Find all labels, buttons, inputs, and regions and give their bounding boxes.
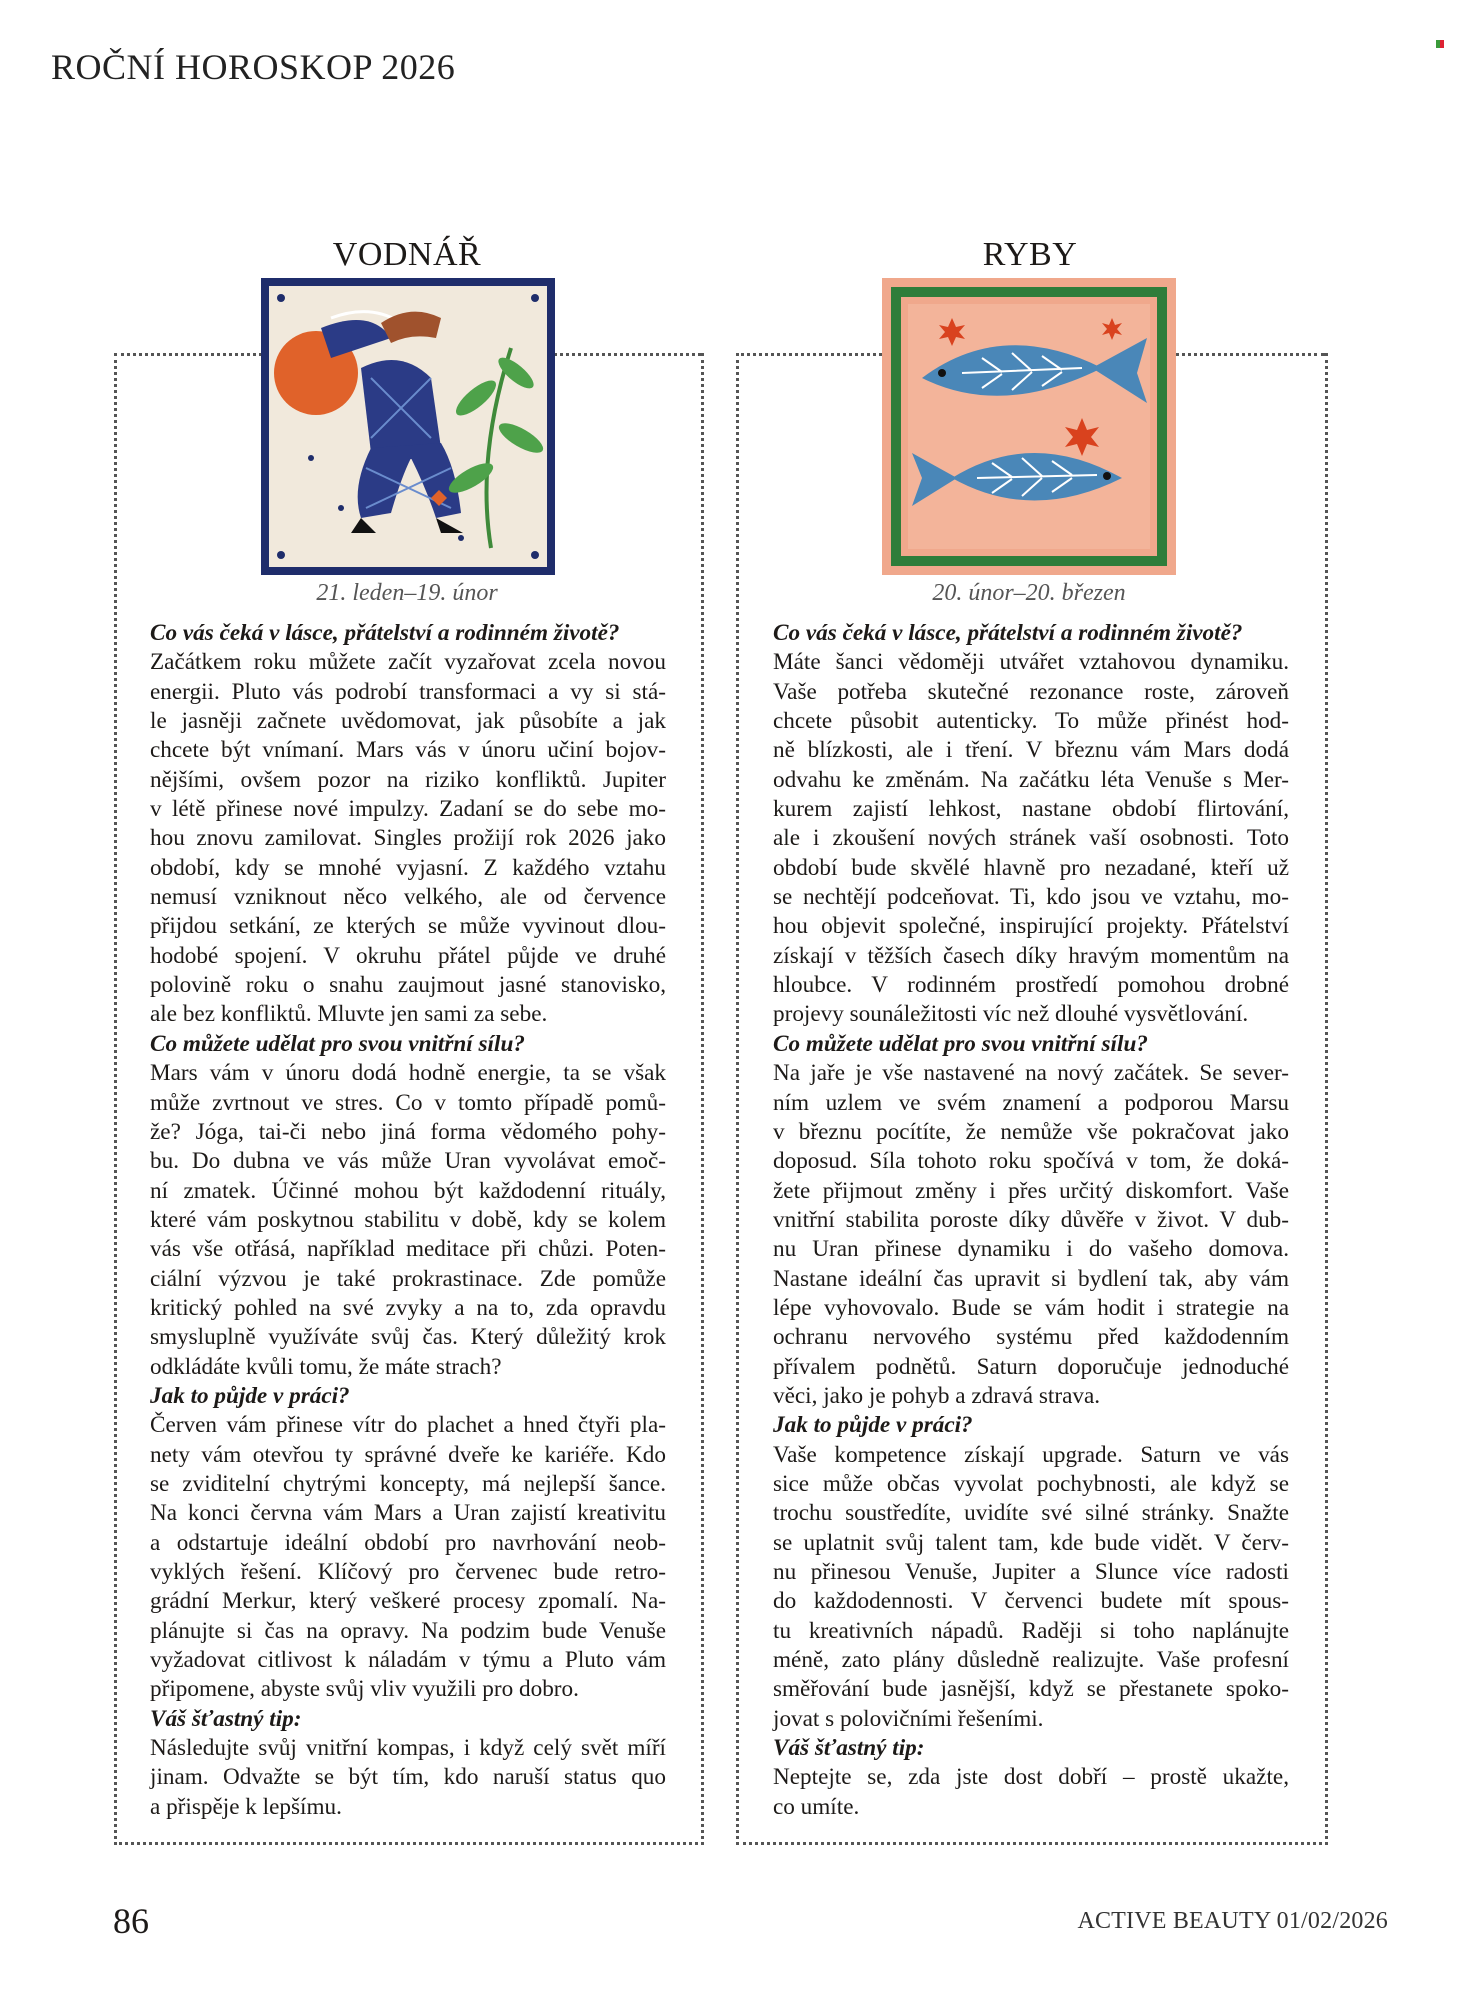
text-line: ale bez konfliktů. Mluvte jen sami za sebe. (150, 1001, 548, 1028)
text-line: směřování bude jasnější, když se přestanete spoko- (773, 1676, 1289, 1703)
text-line: sice může občas vyvolat pochybnosti, ale když se (773, 1470, 1289, 1497)
text-line: Na jaře je vše nastavené na nový začátek. Se sever- (773, 1060, 1289, 1087)
section-heading: Váš šťastný tip: (150, 1705, 302, 1732)
aquarius-illustration (261, 278, 555, 575)
text-line: ale i zkoušení nových stránek vaší osobnosti. Toto (773, 825, 1289, 852)
text-line: období, kdy se mnohé vyjasní. Z každého vztahu (150, 854, 666, 881)
text-line: přijdou setkání, ze kterých se může vyvinout dlou- (150, 913, 666, 940)
section-heading: Váš šťastný tip: (773, 1735, 925, 1762)
color-mark (1436, 40, 1444, 48)
text-line: ním uzlem ve svém znamení a podporou Marsu (773, 1089, 1289, 1116)
text-line: připomene, abyste svůj vliv využili pro dobro. (150, 1676, 579, 1703)
text-line: chcete být vnímaní. Mars vás v únoru učiní bojov- (150, 737, 666, 764)
text-line: hou znovu zamilovat. Singles prožijí rok 2026 jako (150, 825, 666, 852)
text-line: projevy sounáležitosti víc než dlouhé vysvětlování. (773, 1001, 1249, 1028)
magazine-issue: ACTIVE BEAUTY 01/02/2026 (1077, 1908, 1388, 1934)
text-line: vyklých řešení. Klíčový pro červenec bude retro- (150, 1559, 666, 1585)
text-line: jinam. Odvažte se být tím, kdo naruší status quo (150, 1764, 666, 1791)
text-line: lépe vyhovovalo. Bude se vám hodit i strategie na (773, 1294, 1289, 1321)
text-line: tu kreativních nápadů. Raději si toho naplánujte (773, 1617, 1289, 1644)
text-line: že? Jóga, tai-či nebo jiná forma vědomého pohy- (150, 1118, 666, 1145)
text-line: které vám poskytnou stabilitu v době, kdy se kolem (150, 1206, 666, 1233)
text-line: le jasněji začnete uvědomovat, jak působíte a jak (150, 708, 666, 735)
text-line: a přispěje k lepšímu. (150, 1793, 342, 1820)
text-line: ciální výzvou je také prokrastinace. Zde pomůže (150, 1265, 666, 1292)
text-line: Na konci června vám Mars a Uran zajistí kreativitu (150, 1500, 666, 1527)
sign-title-pisces: RYBY (982, 236, 1078, 273)
text-line: hloubce. V rodinném prostředí pomohou drobné (773, 972, 1289, 999)
text-line: nu přinesou Venuše, Jupiter a Slunce více radosti (773, 1559, 1289, 1585)
section-heading: Co vás čeká v lásce, přátelství a rodinném životě? (773, 620, 1243, 646)
text-line: kurem zajistí lehkost, nastane období flirtování, (773, 796, 1289, 823)
text-line: energii. Pluto vás podrobí transformaci a vy si stá- (150, 678, 666, 705)
text-line: se uplatnit svůj talent tam, kde bude vidět. V červ- (773, 1529, 1289, 1556)
divider (736, 353, 882, 356)
sign-title-aquarius: VODNÁŘ (332, 236, 482, 273)
text-line: polovině roku o snahu zaujmout jasné stanovisko, (150, 972, 666, 999)
text-line: hodobé spojení. V okruhu přátel půjde ve druhé (150, 942, 666, 969)
text-line: nu Uran přinese dynamiku i do vašeho domova. (773, 1236, 1289, 1263)
text-line: co umíte. (773, 1793, 860, 1820)
date-range-pisces: 20. únor–20. březen (932, 580, 1126, 606)
text-line: Vaše kompetence získají upgrade. Saturn ve vás (773, 1441, 1289, 1468)
text-line: získají v těžších časech díky hravým momentům na (773, 942, 1289, 969)
section-heading: Co vás čeká v lásce, přátelství a rodinném životě? (150, 620, 620, 646)
text-line: vás vše otřásá, například meditace při chůzi. Poten- (150, 1236, 666, 1263)
text-line: smysluplně využíváte svůj čas. Který důležitý krok (150, 1324, 666, 1351)
text-line: Neptejte se, zda jste dost dobří – prostě ukažte, (773, 1764, 1289, 1791)
text-line: v březnu pocítíte, že nemůže vše pokračovat jako (773, 1118, 1289, 1145)
text-line: žete přijmout změny i přes určitý diskomfort. Vaše (773, 1177, 1289, 1204)
divider (1175, 353, 1325, 356)
text-line: nemusí vzniknout něco velkého, ale od července (150, 884, 666, 911)
text-line: nety vám otevřou ty správné dveře ke kariéře. Kdo (150, 1441, 666, 1468)
text-line: hou objevit společné, inspirující projekty. Přátelství (773, 913, 1289, 940)
text-line: Vaše potřeba skutečné rezonance roste, zároveň (773, 678, 1289, 705)
page-number: 86 (113, 1901, 149, 1941)
text-line: Červen vám přinese vítr do plachet a hned čtyři pla- (150, 1412, 666, 1439)
text-line: Následujte svůj vnitřní kompas, i když celý svět míří (150, 1735, 666, 1762)
text-line: trochu soustředíte, uvidíte své silné stránky. Snažte (773, 1500, 1289, 1527)
text-line: se nechtějí podceňovat. Ti, kdo jsou ve vztahu, mo- (773, 884, 1289, 911)
text-line: se zviditelní chytrými koncepty, má nejlepší šance. (150, 1470, 666, 1497)
text-line: kritický pohled na své zvyky a na to, zda opravdu (150, 1294, 666, 1321)
text-line: méně, zato plány důsledně realizujte. Vaše profesní (773, 1647, 1289, 1674)
text-line: může zvrtnout ve stres. Co v tomto případě pomů- (150, 1089, 666, 1116)
text-line: vyžadovat citlivost k náladám v týmu a Pluto vám (150, 1647, 666, 1674)
pisces-illustration (882, 278, 1176, 575)
text-line: chcete působit autenticky. To může přinést hod- (773, 708, 1289, 735)
pisces-text (773, 619, 1289, 1822)
text-line: věci, jako je pohyb a zdravá strava. (773, 1382, 1101, 1409)
text-line: Nastane ideální čas upravit si bydlení tak, aby vám (773, 1265, 1289, 1292)
text-line: do každodennosti. V červenci budete mít spous- (773, 1588, 1289, 1615)
text-line: grádní Merkur, který veškeré procesy zpomalí. Na- (150, 1588, 666, 1615)
section-heading: Jak to půjde v práci? (150, 1382, 350, 1409)
text-line: odvahu ke změnám. Na začátku léta Venuše s Mer- (773, 766, 1289, 793)
date-range-aquarius: 21. leden–19. únor (316, 580, 498, 606)
text-line: Máte šanci vědoměji utvářet vztahovou dynamiku. (773, 649, 1289, 676)
text-line: vnitřní stabilita poroste díky důvěře v život. V dub- (773, 1206, 1289, 1233)
divider (114, 353, 262, 356)
text-line: Mars vám v únoru dodá hodně energie, ta se však (150, 1060, 666, 1087)
text-line: odkládáte kvůli tomu, že máte strach? (150, 1353, 502, 1380)
text-line: Začátkem roku můžete začít vyzařovat zcela novou (150, 649, 666, 676)
text-line: plánujte si čas na opravy. Na podzim bude Venuše (150, 1617, 666, 1644)
section-heading: Jak to půjde v práci? (773, 1412, 973, 1439)
text-line: ně blízkosti, ale i tření. V březnu vám Mars dodá (773, 737, 1289, 764)
text-line: přívalem podnětů. Saturn doporučuje jednoduché (773, 1353, 1289, 1380)
text-line: nějšími, ovšem pozor na riziko konfliktů. Jupiter (150, 766, 666, 793)
aquarius-text (150, 619, 666, 1822)
text-line: doposud. Síla tohoto roku spočívá v tom, že doká- (773, 1148, 1289, 1175)
text-line: ní zmatek. Účinné mohou být každodenní rituály, (150, 1177, 666, 1204)
text-line: jovat s polovičními řešeními. (773, 1705, 1044, 1732)
text-line: bu. Do dubna ve vás může Uran vyvolávat emoč- (150, 1148, 666, 1175)
divider (554, 353, 701, 356)
text-line: období bude skvělé hlavně pro nezadané, kteří už (773, 854, 1289, 881)
section-heading: Co můžete udělat pro svou vnitřní sílu? (773, 1030, 1148, 1057)
page-title: ROČNÍ HOROSKOP 2026 (51, 47, 456, 87)
text-line: ochranu nervového systému před každodenním (773, 1324, 1289, 1351)
section-heading: Co můžete udělat pro svou vnitřní sílu? (150, 1030, 525, 1057)
text-line: a odstartuje ideální období pro navrhování neob- (150, 1529, 666, 1556)
text-line: v létě přinese nové impulzy. Zadaní se do sebe mo- (150, 796, 666, 823)
